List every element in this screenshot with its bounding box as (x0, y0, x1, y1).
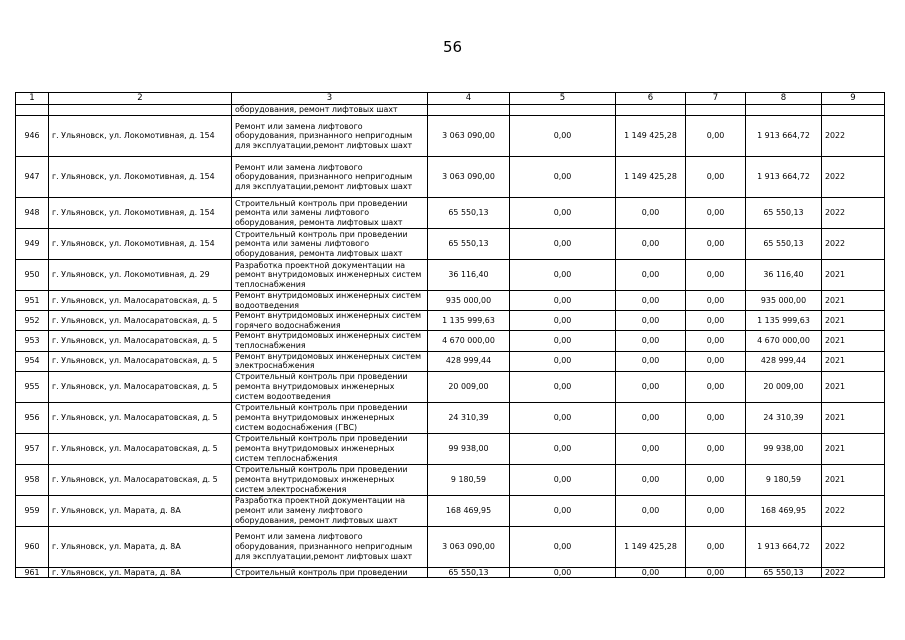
total-cost-cell: 20 009,00 (428, 371, 510, 402)
column-6-cell: 0,00 (616, 371, 686, 402)
total-cost-cell: 428 999,44 (428, 351, 510, 371)
column-6-cell: 0,00 (616, 311, 686, 331)
address-cell: г. Ульяновск, ул. Малосаратовская, д. 5 (49, 331, 232, 351)
row-number-cell: 960 (16, 526, 49, 567)
column-5-cell: 0,00 (510, 526, 616, 567)
year-cell: 2021 (822, 331, 885, 351)
table-row (16, 351, 885, 371)
address-cell: г. Ульяновск, ул. Малосаратовская, д. 5 (49, 433, 232, 464)
row-number-cell: 961 (16, 567, 49, 578)
work-type-cell: Ремонт или замена лифтового оборудования, признанного непригодным для эксплуатации,ремонт лифтовых шахт (232, 526, 428, 567)
column-6-cell: 0,00 (616, 260, 686, 291)
work-type-cell: Строительный контроль при проведении ремонта внутридомовых инженерных систем водоснабжения (ГВС) (232, 402, 428, 433)
column-8-cell: 1 913 664,72 (746, 116, 822, 157)
column-8-cell: 1 913 664,72 (746, 526, 822, 567)
address-cell: г. Ульяновск, ул. Локомотивная, д. 154 (49, 116, 232, 157)
column-5-cell: 0,00 (510, 116, 616, 157)
row-number-cell: 958 (16, 464, 49, 495)
column-5-cell: 0,00 (510, 157, 616, 198)
address-cell: г. Ульяновск, ул. Локомотивная, д. 154 (49, 198, 232, 229)
year-cell: 2021 (822, 311, 885, 331)
column-8-cell: 99 938,00 (746, 433, 822, 464)
column-6-cell: 0,00 (616, 198, 686, 229)
year-cell: 2021 (822, 402, 885, 433)
address-cell: г. Ульяновск, ул. Локомотивная, д. 154 (49, 229, 232, 260)
column-7-cell: 0,00 (686, 433, 746, 464)
work-type-cell: Ремонт или замена лифтового оборудования, признанного непригодным для эксплуатации,ремонт лифтовых шахт (232, 116, 428, 157)
table-header (16, 93, 885, 105)
column-8-cell (746, 105, 822, 116)
work-type-cell: оборудования, ремонт лифтовых шахт (232, 105, 428, 116)
col-header-1: 1 (16, 93, 49, 105)
column-6-cell: 1 149 425,28 (616, 116, 686, 157)
table-row (16, 526, 885, 567)
work-type-cell: Ремонт внутридомовых инженерных систем электроснабжения (232, 351, 428, 371)
col-header-3: 3 (232, 93, 428, 105)
registry-table (15, 92, 885, 578)
address-cell: г. Ульяновск, ул. Марата, д. 8А (49, 495, 232, 526)
column-5-cell: 0,00 (510, 311, 616, 331)
row-number-cell: 957 (16, 433, 49, 464)
address-cell (49, 105, 232, 116)
table-row (16, 105, 885, 116)
col-header-4: 4 (428, 93, 510, 105)
row-number-cell: 959 (16, 495, 49, 526)
column-5-cell: 0,00 (510, 291, 616, 311)
year-cell: 2022 (822, 229, 885, 260)
column-7-cell: 0,00 (686, 157, 746, 198)
row-number-cell: 954 (16, 351, 49, 371)
year-cell (822, 105, 885, 116)
year-cell: 2021 (822, 351, 885, 371)
table-body (16, 105, 885, 578)
column-5-cell: 0,00 (510, 351, 616, 371)
year-cell: 2022 (822, 157, 885, 198)
work-type-cell: Строительный контроль при проведении ремонта или замены лифтового оборудования, ремонта лифтовых шахт (232, 198, 428, 229)
column-7-cell: 0,00 (686, 311, 746, 331)
table-row (16, 464, 885, 495)
year-cell: 2021 (822, 464, 885, 495)
column-5-cell (510, 105, 616, 116)
total-cost-cell: 65 550,13 (428, 229, 510, 260)
column-7-cell (686, 105, 746, 116)
total-cost-cell: 3 063 090,00 (428, 116, 510, 157)
column-8-cell: 428 999,44 (746, 351, 822, 371)
column-7-cell: 0,00 (686, 291, 746, 311)
row-number-cell: 956 (16, 402, 49, 433)
column-8-cell: 65 550,13 (746, 198, 822, 229)
column-7-cell: 0,00 (686, 495, 746, 526)
address-cell: г. Ульяновск, ул. Марата, д. 8А (49, 567, 232, 578)
column-7-cell: 0,00 (686, 116, 746, 157)
column-6-cell: 0,00 (616, 464, 686, 495)
column-6-cell: 0,00 (616, 229, 686, 260)
address-cell: г. Ульяновск, ул. Малосаратовская, д. 5 (49, 351, 232, 371)
work-type-cell: Ремонт внутридомовых инженерных систем водоотведения (232, 291, 428, 311)
column-7-cell: 0,00 (686, 351, 746, 371)
table-row (16, 116, 885, 157)
table-row (16, 567, 885, 578)
address-cell: г. Ульяновск, ул. Малосаратовская, д. 5 (49, 371, 232, 402)
row-number-cell: 946 (16, 116, 49, 157)
column-5-cell: 0,00 (510, 331, 616, 351)
total-cost-cell: 3 063 090,00 (428, 157, 510, 198)
column-5-cell: 0,00 (510, 464, 616, 495)
address-cell: г. Ульяновск, ул. Марата, д. 8А (49, 526, 232, 567)
total-cost-cell: 99 938,00 (428, 433, 510, 464)
work-type-cell: Ремонт или замена лифтового оборудования, признанного непригодным для эксплуатации,ремонт лифтовых шахт (232, 157, 428, 198)
column-8-cell: 24 310,39 (746, 402, 822, 433)
total-cost-cell: 1 135 999,63 (428, 311, 510, 331)
table-row (16, 229, 885, 260)
total-cost-cell: 65 550,13 (428, 567, 510, 578)
row-number-cell: 951 (16, 291, 49, 311)
total-cost-cell (428, 105, 510, 116)
total-cost-cell: 9 180,59 (428, 464, 510, 495)
address-cell: г. Ульяновск, ул. Локомотивная, д. 154 (49, 157, 232, 198)
total-cost-cell: 4 670 000,00 (428, 331, 510, 351)
column-6-cell: 0,00 (616, 567, 686, 578)
column-7-cell: 0,00 (686, 402, 746, 433)
table-row (16, 495, 885, 526)
column-8-cell: 9 180,59 (746, 464, 822, 495)
header-row (16, 93, 885, 105)
col-header-2: 2 (49, 93, 232, 105)
row-number-cell: 947 (16, 157, 49, 198)
page-number: 56 (442, 38, 463, 56)
work-type-cell: Строительный контроль при проведении ремонта внутридомовых инженерных систем водоотведения (232, 371, 428, 402)
col-header-7: 7 (686, 93, 746, 105)
table-row (16, 311, 885, 331)
col-header-6: 6 (616, 93, 686, 105)
column-6-cell: 0,00 (616, 433, 686, 464)
total-cost-cell: 3 063 090,00 (428, 526, 510, 567)
work-type-cell: Строительный контроль при проведении ремонта внутридомовых инженерных систем теплоснабжения (232, 433, 428, 464)
column-8-cell: 935 000,00 (746, 291, 822, 311)
column-5-cell: 0,00 (510, 371, 616, 402)
row-number-cell: 952 (16, 311, 49, 331)
column-5-cell: 0,00 (510, 260, 616, 291)
table-row (16, 291, 885, 311)
column-5-cell: 0,00 (510, 567, 616, 578)
column-8-cell: 168 469,95 (746, 495, 822, 526)
work-type-cell: Ремонт внутридомовых инженерных систем теплоснабжения (232, 331, 428, 351)
column-5-cell: 0,00 (510, 402, 616, 433)
column-8-cell: 36 116,40 (746, 260, 822, 291)
year-cell: 2021 (822, 291, 885, 311)
column-5-cell: 0,00 (510, 495, 616, 526)
column-8-cell: 20 009,00 (746, 371, 822, 402)
column-5-cell: 0,00 (510, 229, 616, 260)
column-6-cell (616, 105, 686, 116)
col-header-9: 9 (822, 93, 885, 105)
total-cost-cell: 65 550,13 (428, 198, 510, 229)
row-number-cell: 955 (16, 371, 49, 402)
column-6-cell: 0,00 (616, 351, 686, 371)
total-cost-cell: 168 469,95 (428, 495, 510, 526)
work-type-cell: Ремонт внутридомовых инженерных систем горячего водоснабжения (232, 311, 428, 331)
column-5-cell: 0,00 (510, 433, 616, 464)
column-6-cell: 0,00 (616, 495, 686, 526)
column-8-cell: 4 670 000,00 (746, 331, 822, 351)
year-cell: 2022 (822, 116, 885, 157)
column-6-cell: 0,00 (616, 331, 686, 351)
address-cell: г. Ульяновск, ул. Локомотивная, д. 29 (49, 260, 232, 291)
row-number-cell: 948 (16, 198, 49, 229)
address-cell: г. Ульяновск, ул. Малосаратовская, д. 5 (49, 402, 232, 433)
work-type-cell: Разработка проектной документации на ремонт или замену лифтового оборудования, ремонт лифтовых шахт (232, 495, 428, 526)
column-6-cell: 1 149 425,28 (616, 526, 686, 567)
total-cost-cell: 36 116,40 (428, 260, 510, 291)
year-cell: 2021 (822, 433, 885, 464)
year-cell: 2021 (822, 260, 885, 291)
address-cell: г. Ульяновск, ул. Малосаратовская, д. 5 (49, 291, 232, 311)
column-7-cell: 0,00 (686, 198, 746, 229)
table-row (16, 198, 885, 229)
year-cell: 2022 (822, 198, 885, 229)
table-row (16, 157, 885, 198)
year-cell: 2022 (822, 526, 885, 567)
work-type-cell: Строительный контроль при проведении ремонта внутридомовых инженерных систем электроснабжения (232, 464, 428, 495)
table-row (16, 433, 885, 464)
work-type-cell: Строительный контроль при проведении (232, 567, 428, 578)
row-number-cell (16, 105, 49, 116)
column-7-cell: 0,00 (686, 464, 746, 495)
work-type-cell: Разработка проектной документации на ремонт внутридомовых инженерных систем теплоснабжения (232, 260, 428, 291)
column-8-cell: 1 135 999,63 (746, 311, 822, 331)
table-row (16, 402, 885, 433)
table-row (16, 371, 885, 402)
column-5-cell: 0,00 (510, 198, 616, 229)
col-header-8: 8 (746, 93, 822, 105)
total-cost-cell: 935 000,00 (428, 291, 510, 311)
year-cell: 2021 (822, 371, 885, 402)
row-number-cell: 950 (16, 260, 49, 291)
column-7-cell: 0,00 (686, 229, 746, 260)
column-6-cell: 0,00 (616, 402, 686, 433)
year-cell: 2022 (822, 567, 885, 578)
work-type-cell: Строительный контроль при проведении ремонта или замены лифтового оборудования, ремонта лифтовых шахт (232, 229, 428, 260)
table-row (16, 331, 885, 351)
column-8-cell: 1 913 664,72 (746, 157, 822, 198)
table-row (16, 260, 885, 291)
column-8-cell: 65 550,13 (746, 229, 822, 260)
row-number-cell: 949 (16, 229, 49, 260)
column-8-cell: 65 550,13 (746, 567, 822, 578)
year-cell: 2022 (822, 495, 885, 526)
address-cell: г. Ульяновск, ул. Малосаратовская, д. 5 (49, 311, 232, 331)
column-6-cell: 1 149 425,28 (616, 157, 686, 198)
column-7-cell: 0,00 (686, 526, 746, 567)
total-cost-cell: 24 310,39 (428, 402, 510, 433)
row-number-cell: 953 (16, 331, 49, 351)
column-7-cell: 0,00 (686, 567, 746, 578)
column-7-cell: 0,00 (686, 331, 746, 351)
column-7-cell: 0,00 (686, 371, 746, 402)
col-header-5: 5 (510, 93, 616, 105)
column-7-cell: 0,00 (686, 260, 746, 291)
column-6-cell: 0,00 (616, 291, 686, 311)
address-cell: г. Ульяновск, ул. Малосаратовская, д. 5 (49, 464, 232, 495)
